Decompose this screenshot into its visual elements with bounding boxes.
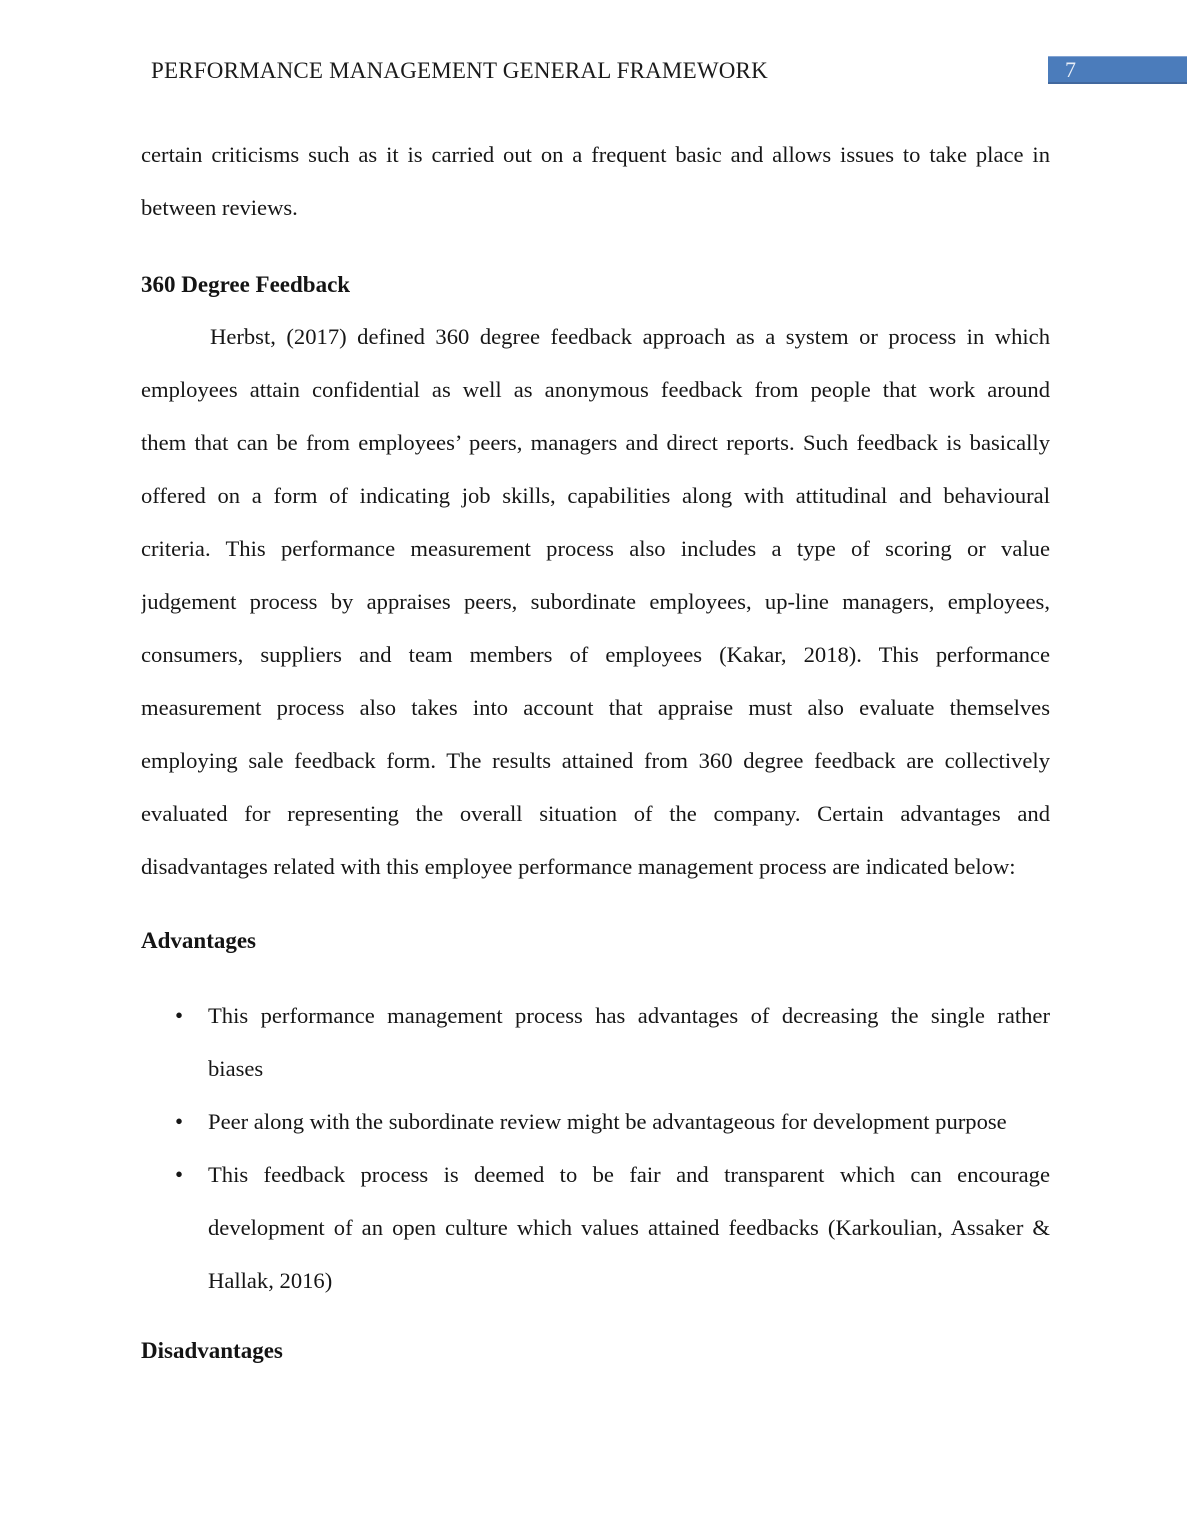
section-heading-360-degree-feedback: 360 Degree Feedback — [141, 272, 351, 297]
text-line: employing sale feedback form. The results attained from 360 degree feedback are collectively — [141, 748, 1050, 773]
text-line: evaluated for representing the overall situation of the company. Certain advantages and — [141, 801, 1050, 826]
list-item — [141, 989, 1050, 1095]
page-number: 7 — [1065, 57, 1076, 82]
section-heading-advantages: Advantages — [141, 928, 257, 953]
intro-paragraph — [141, 128, 1050, 234]
bullet-icon: • — [175, 1003, 184, 1028]
text-line: them that can be from employees’ peers, managers and direct reports. Such feedback is basically — [141, 430, 1050, 455]
text-line: measurement process also takes into account that appraise must also evaluate themselves — [141, 695, 1050, 720]
text-line: Hallak, 2016) — [208, 1268, 333, 1293]
text-line: disadvantages related with this employee performance management process are indicated below: — [141, 854, 1016, 879]
section-heading-disadvantages: Disadvantages — [141, 1338, 283, 1363]
text-line: This performance management process has advantages of decreasing the single rather — [208, 1003, 1050, 1028]
running-head-title: PERFORMANCE MANAGEMENT GENERAL FRAMEWORK — [151, 58, 768, 83]
list-item — [141, 1148, 1050, 1307]
page-number-badge — [1048, 56, 1187, 84]
body-paragraph — [141, 310, 1050, 893]
text-line: development of an open culture which values attained feedbacks (Karkoulian, Assaker & — [208, 1215, 1050, 1240]
text-line: biases — [208, 1056, 264, 1081]
text-line: between reviews. — [141, 195, 298, 220]
text-line: judgement process by appraises peers, subordinate employees, up-line managers, employees, — [141, 589, 1050, 614]
text-line: criteria. This performance measurement process also includes a type of scoring or value — [141, 536, 1050, 561]
text-line: This feedback process is deemed to be fair and transparent which can encourage — [208, 1162, 1050, 1187]
list-item — [141, 1095, 1050, 1148]
advantages-list — [141, 989, 1050, 1307]
text-line: Herbst, (2017) defined 360 degree feedback approach as a system or process in which — [210, 324, 1050, 349]
bullet-icon: • — [175, 1162, 184, 1187]
bullet-icon: • — [175, 1109, 184, 1134]
text-line: Peer along with the subordinate review might be advantageous for development purpose — [208, 1109, 1007, 1134]
text-line: consumers, suppliers and team members of employees (Kakar, 2018). This performance — [141, 642, 1050, 667]
text-line: offered on a form of indicating job skills, capabilities along with attitudinal and behavioural — [141, 483, 1050, 508]
text-line: employees attain confidential as well as anonymous feedback from people that work around — [141, 377, 1050, 402]
text-line: certain criticisms such as it is carried out on a frequent basic and allows issues to take place in — [141, 142, 1050, 167]
